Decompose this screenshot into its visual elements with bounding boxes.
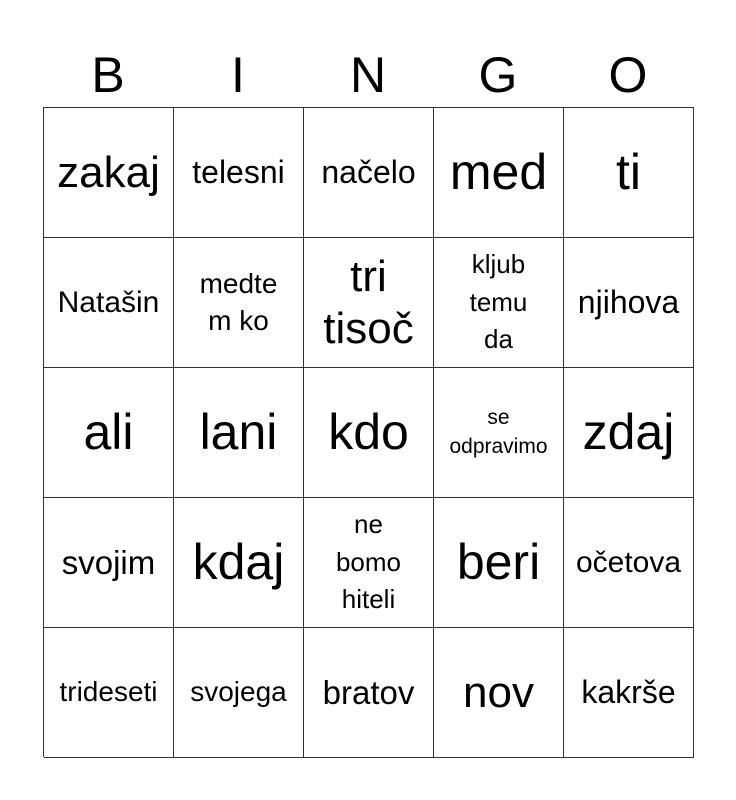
cell-text: lani (199, 404, 278, 460)
bingo-cell[interactable] (44, 628, 174, 758)
bingo-cell[interactable] (434, 628, 564, 758)
bingo-cell[interactable] (434, 368, 564, 498)
cell-text: beri (456, 534, 541, 590)
header-letter-i: I (231, 47, 245, 103)
cell-text: kdaj (192, 534, 285, 590)
cell-text: ne bomo hiteli (335, 508, 402, 615)
header-letter-b: B (91, 47, 125, 103)
cell-text: načelo (321, 154, 416, 191)
bingo-cell[interactable] (304, 108, 434, 238)
bingo-cell[interactable] (304, 628, 434, 758)
bingo-cell[interactable] (44, 238, 174, 368)
header-letter-g: G (478, 47, 518, 103)
cell-text: kakrše (581, 674, 676, 711)
bingo-cell[interactable] (174, 628, 304, 758)
bingo-cell[interactable] (44, 368, 174, 498)
bingo-cell[interactable] (434, 498, 564, 628)
cell-text: med (449, 144, 548, 200)
cell-text: bratov (322, 673, 415, 711)
cell-text: medtem ko (199, 268, 278, 336)
bingo-cell[interactable] (304, 238, 434, 368)
bingo-header (43, 44, 693, 106)
cell-text: Natašin (57, 285, 160, 319)
bingo-cell[interactable] (564, 368, 694, 498)
bingo-cell[interactable] (304, 498, 434, 628)
cell-text: očetova (575, 545, 682, 579)
cell-text: zdaj (582, 404, 675, 460)
cell-text: kljub temu da (469, 248, 528, 355)
bingo-cell[interactable] (564, 108, 694, 238)
bingo-cell[interactable] (44, 498, 174, 628)
bingo-cell[interactable] (174, 498, 304, 628)
bingo-cell[interactable] (564, 498, 694, 628)
cell-text: njihova (577, 284, 680, 321)
bingo-cell[interactable] (174, 108, 304, 238)
bingo-cell[interactable] (564, 628, 694, 758)
cell-text: tri tisoč (323, 251, 414, 353)
cell-text: svojim (61, 543, 156, 581)
cell-text: telesni (192, 154, 285, 191)
header-letter-n: N (349, 47, 387, 103)
cell-text: nov (463, 667, 534, 717)
header-letter-o: O (608, 47, 648, 103)
bingo-cell[interactable] (174, 368, 304, 498)
bingo-cell[interactable] (174, 238, 304, 368)
bingo-cell[interactable] (564, 238, 694, 368)
cell-text: se odpravimo (449, 406, 548, 458)
bingo-cell[interactable] (434, 108, 564, 238)
cell-text: zakaj (57, 147, 160, 197)
cell-text: svojega (190, 676, 287, 708)
bingo-cell[interactable] (434, 238, 564, 368)
cell-text: trideseti (59, 676, 158, 708)
cell-text: ali (83, 404, 134, 460)
bingo-cell[interactable] (304, 368, 434, 498)
cell-text: ti (616, 144, 641, 200)
bingo-cell[interactable] (44, 108, 174, 238)
bingo-board (43, 107, 694, 757)
cell-text: kdo (328, 404, 409, 460)
